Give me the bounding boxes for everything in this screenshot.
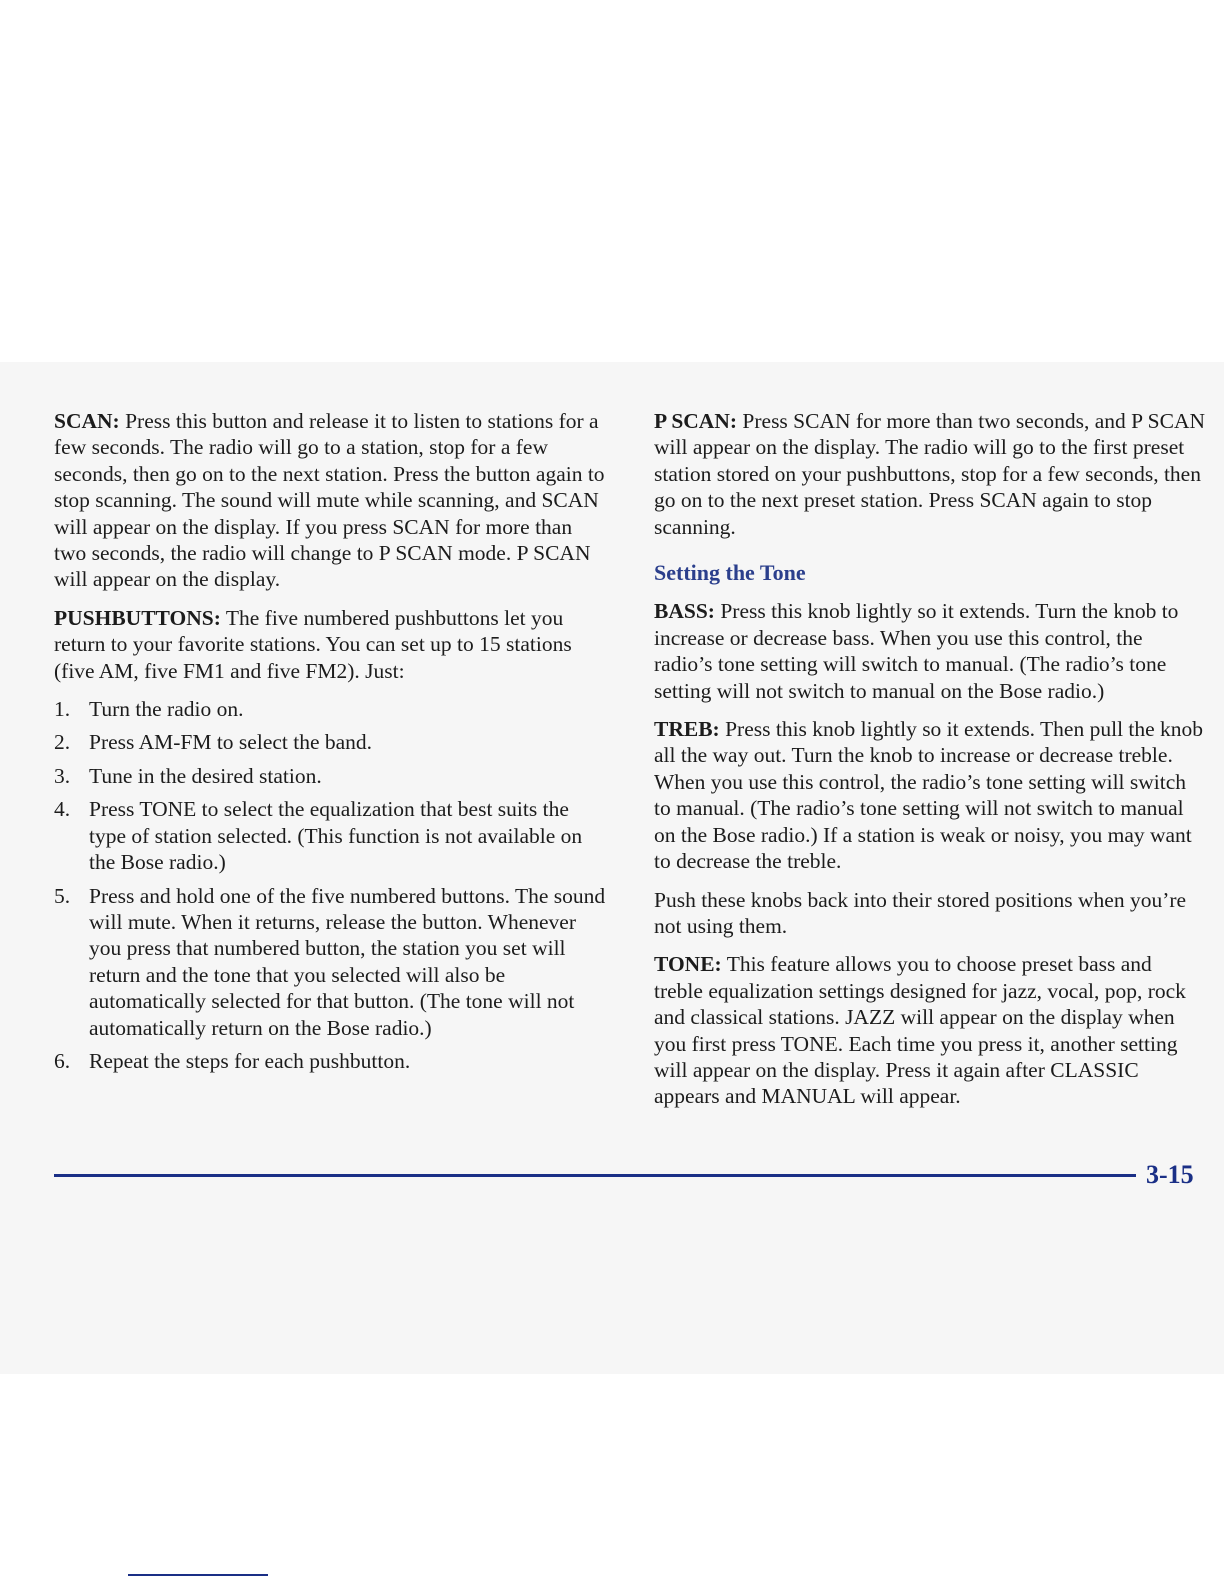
- bass-term: BASS:: [654, 599, 715, 624]
- scan-text: Press this button and release it to listen to stations for a few seconds. The radio will go to a station, stop for a few seconds, then go on to the next station. Press the button again to stop scanning. The sound will mute while scanning, and SCAN will appear on the display. If you press SCAN for more than two seconds, the radio will change to P SCAN mode. P SCAN will appear on the display.: [54, 409, 605, 592]
- treb-text: Press this knob lightly so it extends. Then pull the knob all the way out. Turn the knob to increase or decrease treble. When you use this control, the radio’s tone setting will switch to manual. (The radio’s tone setting will not switch to manual on the Bose radio.) If a station is weak or noisy, you may want to decrease the treble.: [654, 717, 1204, 874]
- step-number: 5.: [54, 883, 71, 908]
- push-note-paragraph: Push these knobs back into their stored positions when you’re not using them.: [654, 887, 1187, 938]
- pscan-term: P SCAN:: [654, 409, 738, 433]
- footer-link-underline: [128, 1574, 268, 1576]
- step-text: Press and hold one of the five numbered buttons. The sound will mute. When it returns, release the button. Whenever you press that numbered button, the station you set will return and the tone that you selected will also be automatically selected for that button. (The tone will not automatically return on the Bose radio.): [89, 883, 606, 1040]
- tone-text: This feature allows you to choose preset bass and treble equalization settings designed for jazz, vocal, pop, rock and classical stations. JAZZ will appear on the display when you first press TONE. Each time you press it, another setting will appear on the display. Press it again after CLASSIC appears and MANUAL will appear.: [654, 952, 1186, 1109]
- tone-paragraph: [654, 951, 1206, 1109]
- treb-term: TREB:: [654, 717, 720, 742]
- pushbuttons-text: The five numbered pushbuttons let you return to your favorite stations. You can set up to 15 stations (five AM, five FM1 and five FM2). Just:: [54, 605, 572, 683]
- treb-paragraph: [654, 716, 1206, 874]
- step-text: Press AM-FM to select the band.: [89, 730, 373, 755]
- tone-term: TONE:: [654, 952, 722, 977]
- step-number: 6.: [54, 1048, 71, 1073]
- pushbuttons-paragraph: [54, 605, 606, 684]
- right-column: [654, 408, 1206, 1122]
- step-number: 3.: [54, 763, 71, 788]
- pscan-paragraph: [654, 408, 1206, 540]
- steps-list: [54, 696, 606, 1074]
- step-text: Press TONE to select the equalization that best suits the type of station selected. (This function is not available on the Bose radio.): [89, 797, 583, 875]
- page-number: 3-15: [1146, 1160, 1194, 1189]
- scan-paragraph: [54, 408, 606, 593]
- footer-rule: [54, 1174, 1136, 1177]
- step-text: Turn the radio on.: [89, 697, 244, 722]
- step-text: Repeat the steps for each pushbutton.: [89, 1048, 411, 1073]
- list-item: [54, 729, 606, 755]
- list-item: [54, 696, 606, 722]
- list-item: [54, 883, 606, 1041]
- step-text: Tune in the desired station.: [89, 763, 322, 788]
- section-heading: Setting the Tone: [654, 560, 806, 586]
- list-item: [54, 1048, 606, 1074]
- bass-paragraph: [654, 598, 1206, 704]
- left-column: [54, 408, 606, 1081]
- step-number: 4.: [54, 797, 71, 822]
- scan-term: SCAN:: [54, 409, 120, 433]
- bass-text: Press this knob lightly so it extends. Turn the knob to increase or decrease bass. When you use this control, the radio’s tone setting will switch to manual. (The radio’s tone setting will not switch to manual on the Bose radio.): [654, 599, 1179, 703]
- step-number: 1.: [54, 697, 71, 722]
- step-number: 2.: [54, 730, 71, 755]
- list-item: [54, 796, 606, 875]
- list-item: [54, 763, 606, 789]
- pscan-text: Press SCAN for more than two seconds, and P SCAN will appear on the display. The radio will go to the first preset station stored on your pushbuttons, stop for a few seconds, then go on to the next preset station. Press SCAN again to stop scanning.: [654, 409, 1206, 539]
- pushbuttons-term: PUSHBUTTONS:: [54, 605, 221, 630]
